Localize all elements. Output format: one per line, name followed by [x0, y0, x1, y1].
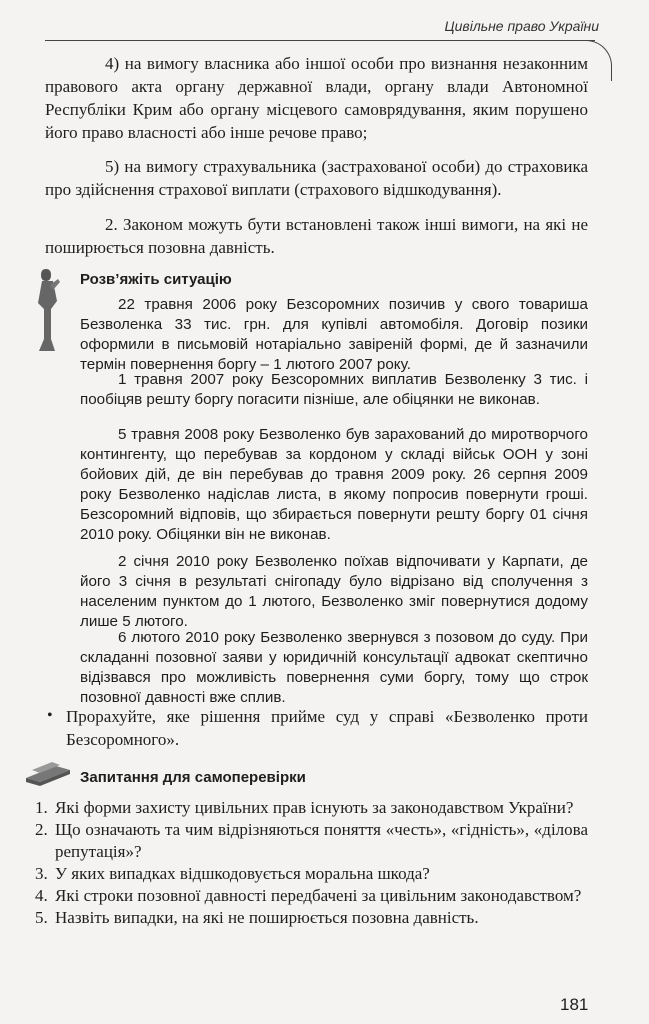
header-curve — [585, 40, 612, 81]
task-text: Прорахуйте, яке рішення прийме суд у справі «Безволенко проти Безсоромного». — [66, 707, 588, 749]
list-item — [35, 797, 588, 819]
situation-heading: Розв’яжіть ситуацію — [80, 271, 232, 288]
list-item — [35, 863, 588, 885]
question-number: 3. — [35, 864, 48, 883]
figure-thinker-icon — [28, 265, 64, 355]
questions-heading: Запитання для самоперевірки — [80, 769, 306, 786]
questions-list — [35, 797, 588, 929]
question-number: 5. — [35, 908, 48, 927]
question-text: Які форми захисту цивільних прав існують за законодавством України? — [55, 798, 574, 817]
list-item — [35, 907, 588, 929]
situation-paragraph: 1 травня 2007 року Безсоромних виплатив Безволенку 3 тис. і пообіцяв решту боргу погасити пізніше, але обіцянки не виконав. — [80, 371, 588, 408]
question-number: 2. — [35, 820, 48, 839]
list-item — [35, 885, 588, 907]
question-text: Назвіть випадки, на які не поширюється позовна давність. — [55, 908, 479, 927]
list-item — [35, 819, 588, 863]
running-header: Цивільне право України — [444, 18, 599, 34]
book-stack-icon — [22, 760, 72, 786]
question-number: 4. — [35, 886, 48, 905]
paragraph-item-5: 5) на вимогу страхувальника (застрахованої особи) до страховика про здійснення страхової виплати (страхового відшкодування). — [45, 157, 588, 199]
paragraph-law-2: 2. Законом можуть бути встановлені також інші вимоги, на які не поширюється позовна давність. — [45, 215, 588, 257]
situation-paragraph: 2 січня 2010 року Безволенко поїхав відпочивати у Карпати, де його 3 січня в результаті снігопаду було відрізано від сполучення з населеним пунктом до 1 лютого, Безволенко зміг повернутися додому лише 5 лютого. — [80, 553, 588, 630]
page-number: 181 — [560, 995, 589, 1014]
question-text: Які строки позовної давності передбачені за цивільним законодавством? — [55, 886, 582, 905]
question-number: 1. — [35, 798, 48, 817]
question-text: Що означають та чим відрізняються поняття «честь», «гідність», «ділова репутація»? — [55, 820, 588, 861]
situation-paragraph: 22 травня 2006 року Безсоромних позичив у свого товариша Безволенка 33 тис. грн. для купівлі автомобіля. Договір позики оформили в письмовій нотаріально завіреній формі, де й зазначили термін повернення боргу – 1 лютого 2007 року. — [80, 296, 588, 373]
situation-paragraph: 5 травня 2008 року Безволенко був зарахований до миротворчого контингенту, що перебував за кордоном у складі військ ООН у зоні бойових дій, де він перебував до травня 2009 року. 26 серпня 2009 року Безволенко надіслав листа, в якому попросив повернути гроші. Безсоромний відповів, що збирається повернути решту боргу 01 січня 2010 року. Обіцянки він не виконав. — [80, 426, 588, 543]
task-bullet: • — [47, 707, 53, 724]
situation-paragraph: 6 лютого 2010 року Безволенко звернувся з позовом до суду. При складанні позовної заяви у юридичній консультації адвокат скептично відізвався про можливість повернення суми боргу, тому що строк позовної давності вже сплив. — [80, 629, 588, 706]
header-rule — [45, 40, 595, 41]
question-text: У яких випадках відшкодовується моральна шкода? — [55, 864, 430, 883]
paragraph-item-4: 4) на вимогу власника або іншої особи про визнання незаконним правового акта органу державної влади, органу влади Автономної Республіки Крим або органу місцевого самоврядування, яким порушено його право власності або інше речове право; — [45, 54, 588, 142]
